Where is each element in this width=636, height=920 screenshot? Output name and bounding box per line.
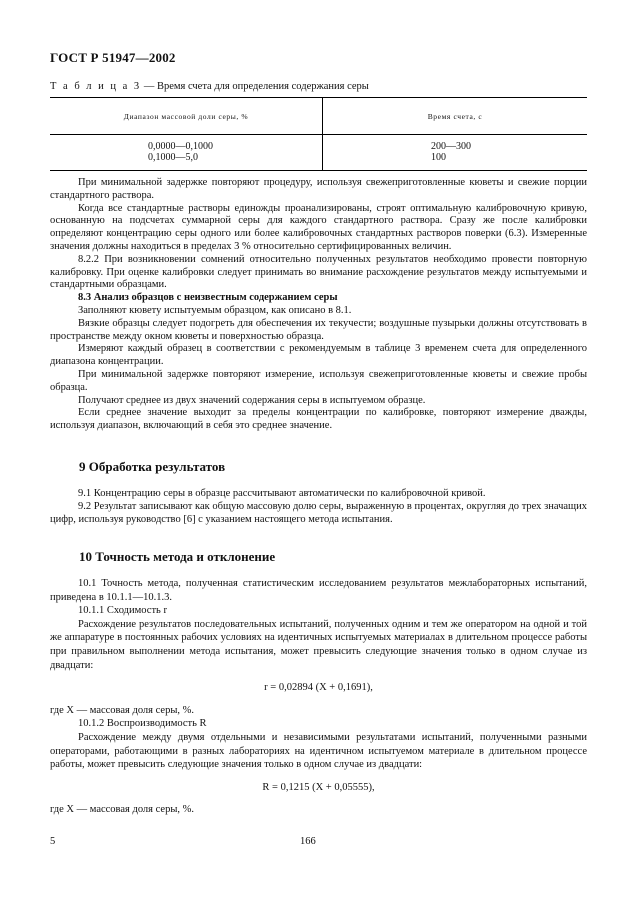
paragraph: Вязкие образцы следует подогреть для обеспечения их текучести; воздушные пузырьки должны отсутствовать в пространстве между окном кюветы и поверхностью образца. xyxy=(50,317,587,342)
where-clause: где X — массовая доля серы, %. xyxy=(50,704,195,716)
table-row xyxy=(50,135,587,171)
formula-repeatability: r = 0,02894 (X + 0,1691), xyxy=(264,682,373,694)
paragraph: При минимальной задержке повторяют измерение, используя свежеприготовленные кюветы и свежие пробы образца. xyxy=(50,368,587,393)
table-cell-range: 0,0000—0,1000 0,1000—5,0 xyxy=(50,135,323,171)
where-clause: где X — массовая доля серы, %. xyxy=(50,804,195,816)
table-caption-label: Т а б л и ц а 3 xyxy=(50,81,142,92)
paragraph: Если среднее значение выходит за пределы концентрации по калибровке, повторяют измерение дважды, используя диапазон, включающий в себя это среднее значение. xyxy=(50,407,587,432)
table-caption xyxy=(50,81,369,92)
paragraph: 10.1 Точность метода, полученная статистическим исследованием результатов межлабораторных испытаний, приведена в 10.1.1—10.1.3. xyxy=(50,578,587,603)
table-header-time: Время счета, с xyxy=(323,98,588,135)
subsection-heading: 8.3 Анализ образцов с неизвестным содержанием серы xyxy=(78,292,338,304)
paragraph: Расхождение результатов последовательных испытаний, полученных одним и тем же оператором на одной и той же аппаратуре в постоянных рабочих условиях на идентичных испытуемых материалах в длительном процессе работы при правильном выполнении метода испытания, может превысить следующие значения только в одном случае из двадцати: xyxy=(50,618,587,671)
paragraph: Расхождение между двумя отдельными и независимыми результатами испытаний, полученными разными операторами, работающими в разных лабораториях на идентичном испытуемом материале в длительном процессе работы, может превысить следующие значения только в одном случае из двадцати: xyxy=(50,731,587,771)
formula-reproducibility: R = 0,1215 (X + 0,05555), xyxy=(262,781,375,793)
section-9-heading: 9 Обработка результатов xyxy=(79,459,226,474)
paragraph: Измеряют каждый образец в соответствии с рекомендуемым в таблице 3 временем счета для определенного диапазона концентрации. xyxy=(50,343,587,368)
section-9-body xyxy=(50,487,587,526)
paragraph: Когда все стандартные растворы единожды проанализированы, строят оптимальную калибровочную кривую, основанную на подсчетах суммарной серы для каждого стандартного раствора. Сразу же после калибровки определяют концентрацию серы одного или более калибровочных стандартных растворов поверки (6.3). Измеренные значения должны находиться в пределах 3 % относительно сертифицированных величин. xyxy=(50,202,587,252)
section-10-body xyxy=(50,577,587,817)
footer-left-number: 5 xyxy=(50,836,56,847)
paragraph: Получают среднее из двух значений содержания серы в испытуемом образце. xyxy=(78,394,426,406)
page-number: 166 xyxy=(300,836,316,847)
paragraph: 10.1.2 Воспроизводимость R xyxy=(78,718,207,730)
paragraph: При минимальной задержке повторяют процедуру, используя свежеприготовленные кюветы и свежие порции стандартного раствора. xyxy=(50,177,587,201)
paragraph: 10.1.1 Сходимость r xyxy=(78,605,167,617)
table-caption-text: — Время счета для определения содержания серы xyxy=(141,81,369,92)
section-8-body xyxy=(50,177,587,433)
table-cell-time: 200—300 100 xyxy=(323,135,588,171)
table-header-range: Диапазон массовой доли серы, % xyxy=(50,98,323,135)
paragraph: Заполняют кювету испытуемым образцом, как описано в 8.1. xyxy=(78,304,352,316)
counting-time-table xyxy=(50,97,587,171)
paragraph: 9.1 Концентрацию серы в образце рассчитывают автоматически по калибровочной кривой. xyxy=(78,488,486,499)
section-10-heading: 10 Точность метода и отклонение xyxy=(79,549,276,564)
document-title: ГОСТ Р 51947—2002 xyxy=(50,50,176,65)
paragraph: 8.2.2 При возникновении сомнений относительно полученных результатов необходимо провести повторную калибровку. При оценке калибровки следует принимать во внимание расхождение результатов между испытуемыми и стандартными образцами. xyxy=(50,253,587,291)
paragraph: 9.2 Результат записывают как общую массовую долю серы, выраженную в процентах, округляя до трех значащих цифр, используя руководство [6] с указанием настоящего метода испытания. xyxy=(50,501,587,525)
